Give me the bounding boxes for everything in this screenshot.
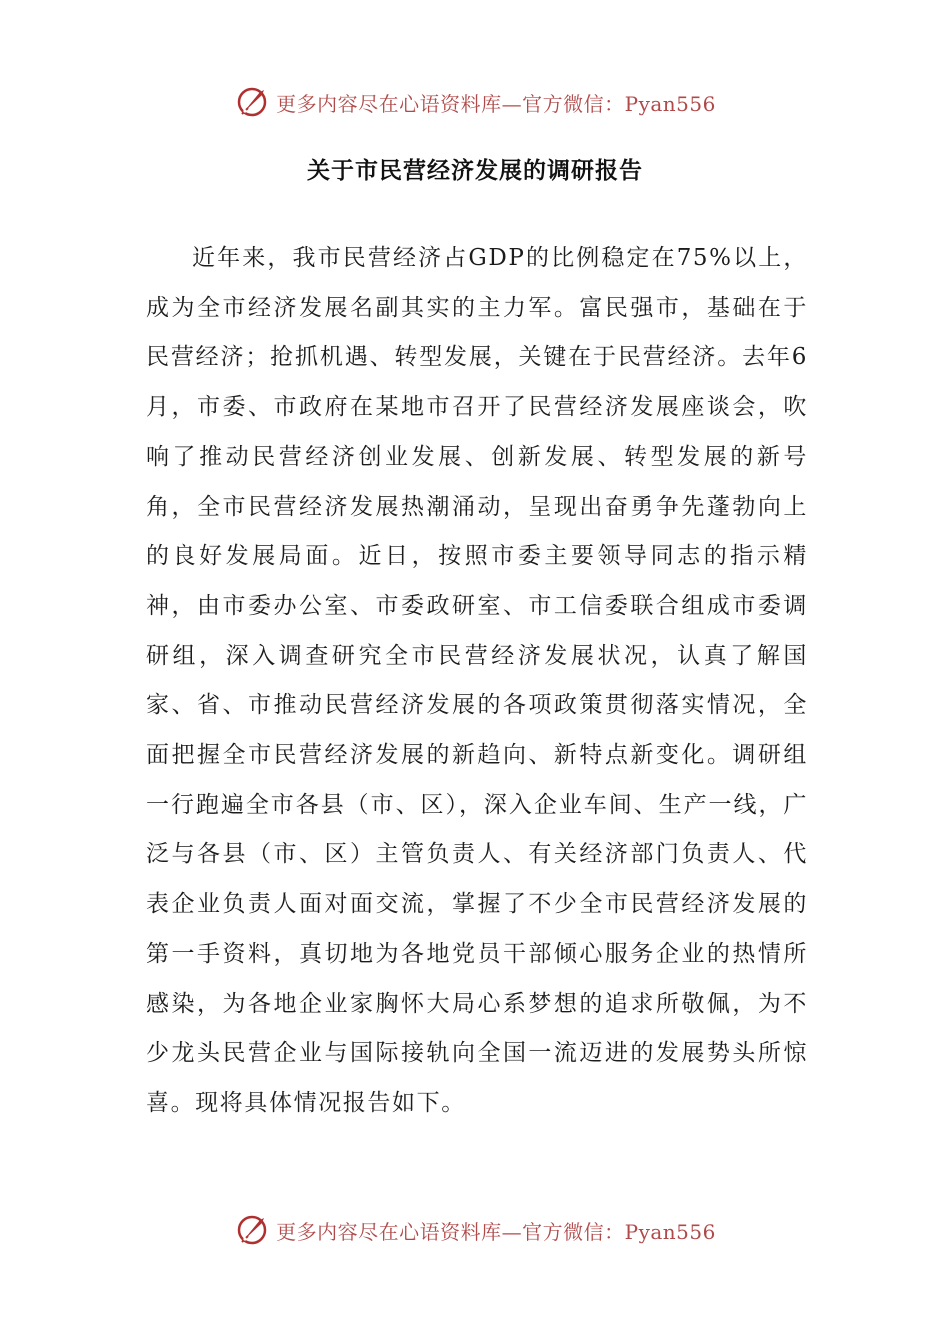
quill-pen-circle-icon (234, 1212, 270, 1248)
footer-banner-text: 更多内容尽在心语资料库—官方微信：Pyan556 (276, 1219, 716, 1244)
header-banner (0, 82, 950, 122)
footer-banner (0, 1210, 950, 1250)
body-paragraph: 近年来，我市民营经济占GDP的比例稳定在75%以上，成为全市经济发展名副其实的主力军。富民强市，基础在于民营经济；抢抓机遇、转型发展，关键在于民营经济。去年6月，市委、市政府在某地市召开了民营经济发展座谈会，吹响了推动民营经济创业发展、创新发展、转型发展的新号角，全市民营经济发展热潮涌动，呈现出奋勇争先蓬勃向上的良好发展局面。近日，按照市委主要领导同志的指示精神，由市委办公室、市委政研室、市工信委联合组成市委调研组，深入调查研究全市民营经济发展状况，认真了解国家、省、市推动民营经济发展的各项政策贯彻落实情况，全面把握全市民营经济发展的新趋向、新特点新变化。调研组一行跑遍全市各县（市、区），深入企业车间、生产一线，广泛与各县（市、区）主管负责人、有关经济部门负责人、代表企业负责人面对面交流，掌握了不少全市民营经济发展的第一手资料，真切地为各地党员干部倾心服务企业的热情所感染，为各地企业家胸怀大局心系梦想的追求所敬佩，为不少龙头民营企业与国际接轨向全国一流迈进的发展势头所惊喜。现将具体情况报告如下。 (146, 245, 808, 1116)
header-banner-text: 更多内容尽在心语资料库—官方微信：Pyan556 (276, 91, 716, 116)
document-title: 关于市民营经济发展的调研报告 (307, 158, 643, 184)
quill-pen-circle-icon (234, 84, 270, 120)
